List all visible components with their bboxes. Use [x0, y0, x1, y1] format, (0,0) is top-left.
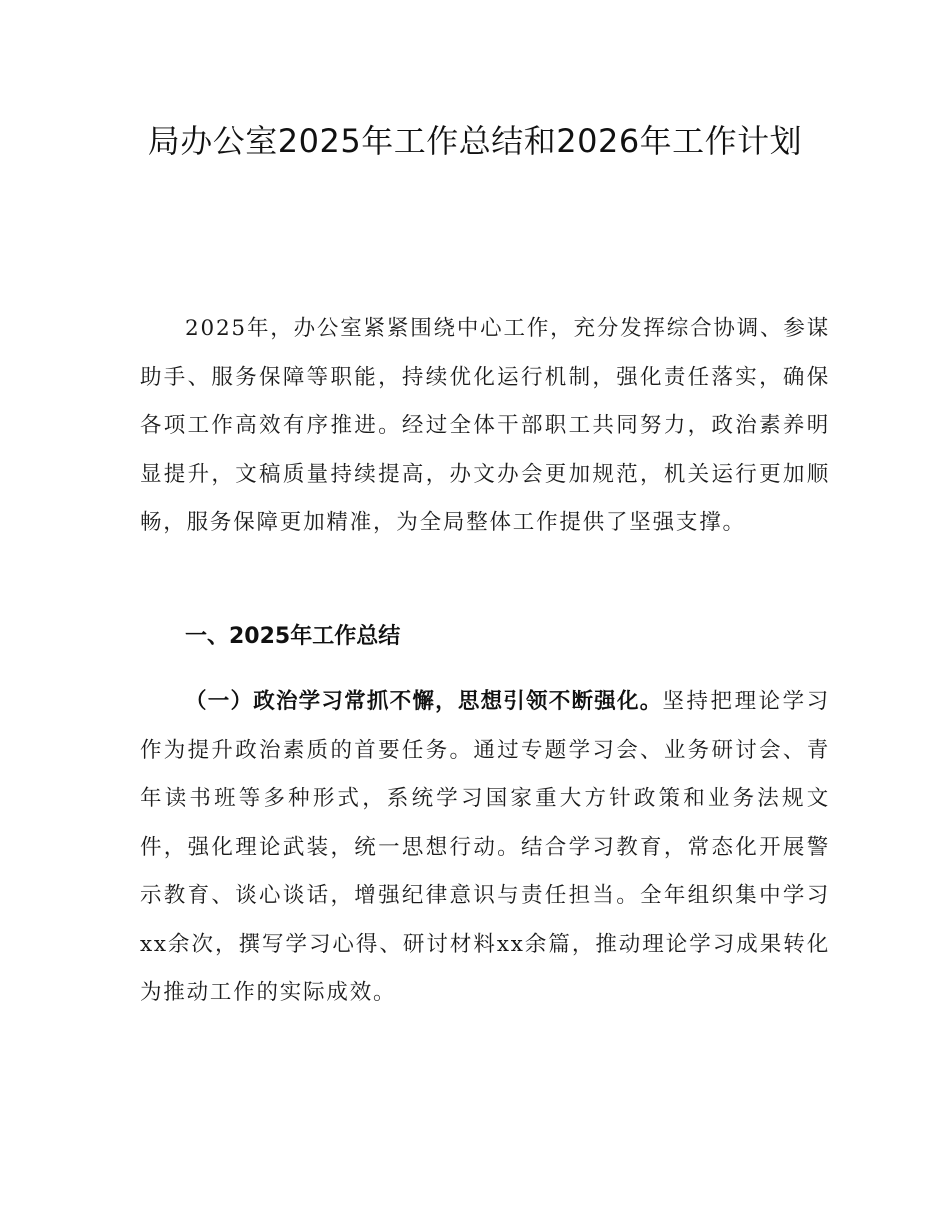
subsection-lead-heading: （一）政治学习常抓不懈，思想引领不断强化。: [185, 689, 663, 714]
intro-paragraph: 2025年，办公室紧紧围绕中心工作，充分发挥综合协调、参谋助手、服务保障等职能，持续优化运行机制，强化责任落实，确保各项工作高效有序推进。经过全体干部职工共同努力，政治素养明显提升，文稿质量持续提高，办文办会更加规范，机关运行更加顺畅，服务保障更加精准，为全局整体工作提供了坚强支撑。: [140, 316, 830, 535]
section-heading-summary: 一、2025年工作总结: [185, 624, 401, 649]
document-title: 局办公室2025年工作总结和2026年工作计划: [147, 122, 803, 160]
subsection-body-text: 坚持把理论学习作为提升政治素质的首要任务。通过专题学习会、业务研讨会、青年读书班等多种形式，系统学习国家重大方针政策和业务法规文件，强化理论武装，统一思想行动。结合学习教育，常态化开展警示教育、谈心谈话，增强纪律意识与责任担当。全年组织集中学习xx余次，撰写学习心得、研讨材料xx余篇，推动理论学习成果转化为推动工作的实际成效。: [140, 689, 830, 1005]
subsection-paragraph-political-study: [140, 678, 830, 1018]
